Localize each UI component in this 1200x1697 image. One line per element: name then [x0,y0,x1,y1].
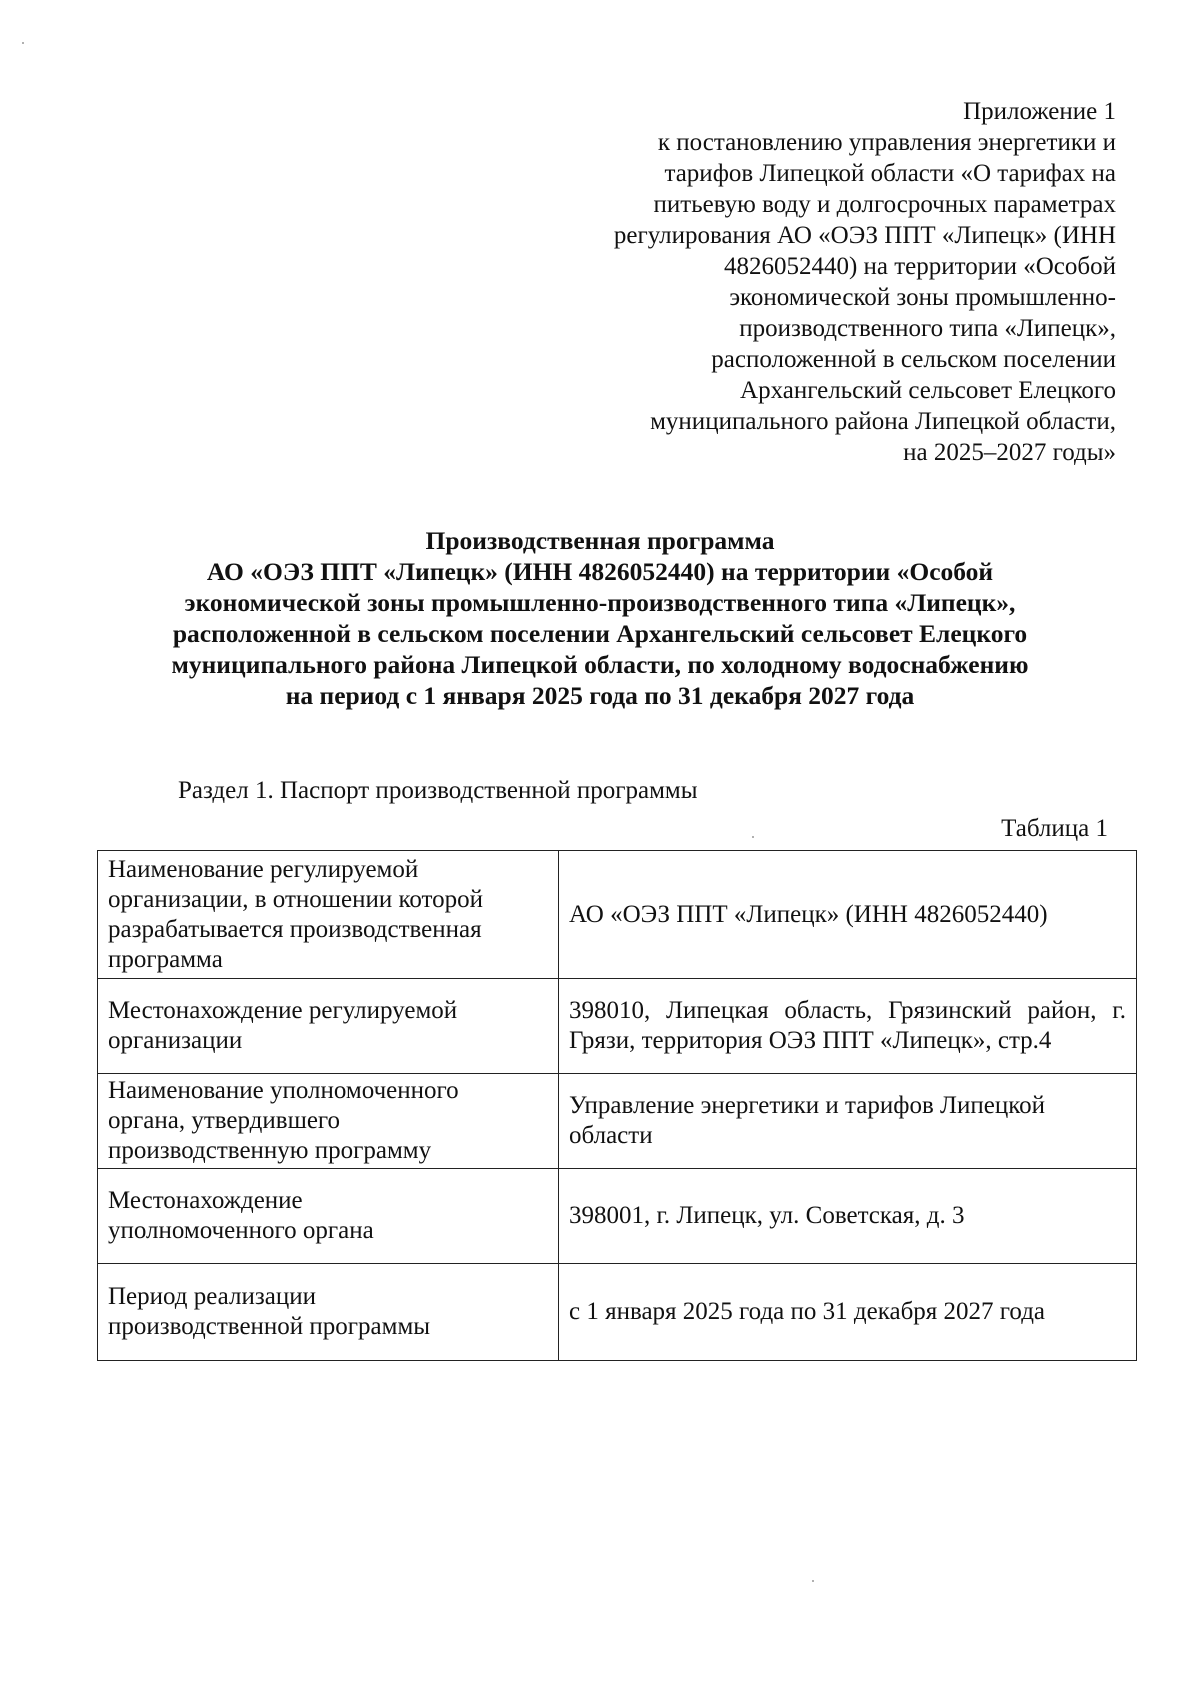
row-value: АО «ОЭЗ ППТ «Липецк» (ИНН 4826052440) [559,851,1137,979]
table-row [98,1169,1137,1264]
label-line: организации [108,1027,243,1054]
row-label [98,1264,559,1361]
scan-speck [752,836,754,838]
table-row [98,979,1137,1074]
row-label [98,1169,559,1264]
scan-speck [22,42,24,44]
label-line: Период реализации [108,1283,316,1310]
appendix-line: расположенной в сельском поселении [711,346,1116,373]
title-line: расположенной в сельском поселении Архангельский сельсовет Елецкого [172,619,1028,648]
label-line: Наименование регулируемой [108,855,419,883]
row-label [98,1074,559,1169]
label-line: органа, утвердившего [108,1107,341,1134]
label-line: Местонахождение регулируемой [108,997,458,1024]
label-line: программа [108,945,223,973]
row-value: 398001, г. Липецк, ул. Советская, д. 3 [559,1169,1137,1264]
row-value: Управление энергетики и тарифов Липецкой области [559,1074,1137,1169]
table-caption: Таблица 1 [1001,815,1108,842]
title-line: муниципального района Липецкой области, по холодному водоснабжению [171,650,1029,679]
table-row [98,851,1137,979]
scan-speck [812,1580,814,1582]
appendix-line: экономической зоны промышленно- [729,284,1116,311]
appendix-line: к постановлению управления энергетики и [657,129,1116,156]
appendix-line: на 2025–2027 годы» [903,439,1116,466]
appendix-line: 4826052440) на территории «Особой [723,253,1116,280]
appendix-line: Архангельский сельсовет Елецкого [740,377,1116,404]
row-label [98,979,559,1074]
table-row [98,1264,1137,1361]
label-line: производственную программу [108,1137,432,1164]
label-line: организации, в отношении которой [108,885,483,913]
row-label [98,851,559,979]
title-line: Производственная программа [425,526,775,555]
label-line: производственной программы [108,1313,431,1340]
title-line: АО «ОЭЗ ППТ «Липецк» (ИНН 4826052440) на территории «Особой [206,557,994,586]
title-line: экономической зоны промышленно-производственного типа «Липецк», [184,588,1016,617]
label-line: Местонахождение [108,1187,303,1214]
label-line: уполномоченного органа [108,1217,374,1244]
document-title [100,525,1100,711]
appendix-line: регулирования АО «ОЭЗ ППТ «Липецк» (ИНН [613,222,1116,249]
title-line: на период с 1 января 2025 года по 31 декабря 2027 года [285,681,915,710]
label-line: разрабатывается производственная [108,915,482,943]
appendix-line: производственного типа «Липецк», [739,315,1116,342]
appendix-line: Приложение 1 [963,98,1116,125]
passport-table [97,850,1137,1361]
label-line: Наименование уполномоченного [108,1077,459,1104]
appendix-line: питьевую воду и долгосрочных параметрах [653,191,1116,218]
row-value: с 1 января 2025 года по 31 декабря 2027 года [559,1264,1137,1361]
appendix-block [556,96,1116,468]
row-value: 398010, Липецкая область, Грязинский район, г. Грязи, территория ОЭЗ ППТ «Липецк», стр.4 [559,979,1137,1074]
section-heading: Раздел 1. Паспорт производственной программы [178,777,698,804]
appendix-line: муниципального района Липецкой области, [650,408,1116,435]
appendix-line: тарифов Липецкой области «О тарифах на [664,160,1116,187]
table-row [98,1074,1137,1169]
